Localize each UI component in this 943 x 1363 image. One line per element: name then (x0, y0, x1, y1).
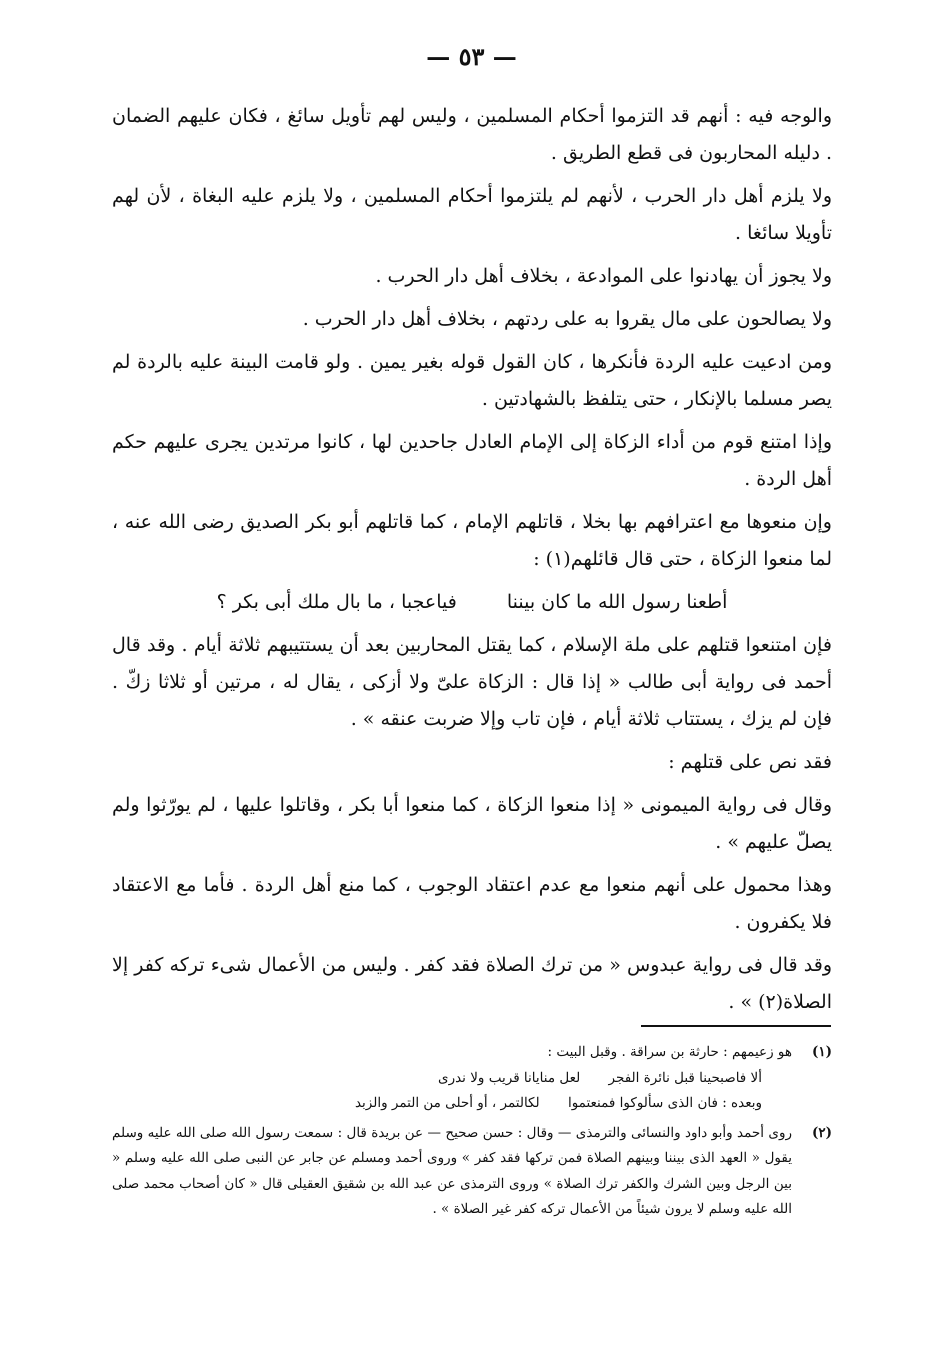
paragraph: وإذا امتنع قوم من أداء الزكاة إلى الإمام العادل جاحدين لها ، كانوا مرتدين يجرى عليهم حكم أهل الردة . (112, 431, 832, 490)
poetry-verse (112, 584, 832, 621)
paragraph: ولا يصالحون على مال يقروا به على ردتهم ، بخلاف أهل دار الحرب . (302, 308, 832, 330)
paragraph: وقد قال فى رواية عبدوس « من ترك الصلاة فقد كفر . وليس من الأعمال شىء تركه كفر إلا الصلاة(٢) » . (112, 954, 832, 1013)
page-number: — ٥٣ — (426, 42, 517, 71)
paragraph: والوجه فيه : أنهم قد التزموا أحكام المسلمين ، وليس لهم تأويل سائغ ، فكان عليهم الضمان . دليله المحاربون فى قطع الطريق . (112, 105, 832, 164)
verse-second-hemistich: فياعجبا ، ما بال ملك أبى بكر ؟ (216, 591, 457, 613)
paragraph: ومن ادعيت عليه الردة فأنكرها ، كان القول قوله بغير يمين . ولو قامت البينة عليه بالردة لم يصر مسلما بالإنكار ، حتى يتلفظ بالشهادتين . (112, 351, 832, 410)
paragraph: وقال فى رواية الميمونى « إذا منعوا الزكاة ، كما منعوا أبا بكر ، وقاتلوا عليها ، لم يورّثوا ولم يصلّ عليهم » . (112, 794, 832, 853)
footnote-number: (١) (811, 1044, 832, 1060)
footnote-number: (٢) (811, 1124, 832, 1141)
footnote-text: هو زعيمهم : حارثة بن سراقة . وقبل البيت : (547, 1044, 792, 1060)
verse-first-hemistich: أطعنا رسول الله ما كان بيننا (506, 591, 728, 613)
paragraph: وإن منعوها مع اعترافهم بها بخلا ، قاتلهم الإمام ، كما قاتلهم أبو بكر الصديق رضى الله عنه ، لما منعوا الزكاة ، حتى قال قائلهم(١) : (112, 511, 832, 570)
main-text (112, 98, 832, 1027)
footnote-verse-hemistich: لعل منايانا قريب ولا ندرى (438, 1069, 581, 1086)
footnote-1 (112, 1040, 832, 1117)
footnote-text: روى أحمد وأبو داود والنسائى والترمذى — وقال : حسن صحيح — عن بريدة قال : سمعت رسول الله صلى الله عليه وسلم يقول « العهد الذى بيننا وبينهم الصلاة فمن تركها فقد كفر » وروى أحمد ومسلم عن جابر عن النبى صلى الله عليه وسلم « بين الرجل وبين الشرك والكفر ترك الصلاة » وروى الترمذى عن عبد الله بن شقيق العقيلى قال « كان أصحاب محمد صلى الله عليه وسلم لا يرون شيئاً من الأعمال تركه كفر غير الصلاة » . (112, 1124, 792, 1217)
paragraph: فقد نص على قتلهم : (668, 751, 832, 773)
paragraph: وهذا محمول على أنهم منعوا مع عدم اعتقاد الوجوب ، كما منع أهل الردة . فأما مع الاعتقاد فلا يكفرون . (112, 874, 832, 933)
footnotes (112, 1040, 832, 1227)
footnote-verse-hemistich: وبعده : فان الذى سألوكوا فمنعتموا (567, 1095, 762, 1111)
footnote-2 (112, 1121, 832, 1223)
paragraph: ولا يلزم أهل دار الحرب ، لأنهم لم يلتزموا أحكام المسلمين ، ولا يلزم عليه البغاة ، لأن لهم تأويلا سائغا . (112, 185, 832, 244)
footnote-verse-hemistich: ألا فاصبحينا قبل نائرة الفجر (608, 1069, 762, 1086)
footnote-verse (112, 1066, 792, 1092)
footnote-verse-hemistich: لكالتمر ، أو أحلى من التمر والزبد (354, 1095, 540, 1111)
footnote-body (112, 1040, 792, 1117)
paragraph: فإن امتنعوا قتلهم على ملة الإسلام ، كما يقتل المحاربين بعد أن يستتيبهم ثلاثة أيام . وقد قال أحمد فى رواية أبى طالب « إذا قال : الزكاة علىّ ولا أزكى ، يقال له ، مرتين أو ثلاثا زكّ . فإن لم يزك ، يستتاب ثلاثة أيام ، فإن تاب وإلا ضربت عنقه » . (112, 634, 832, 730)
paragraph: ولا يجوز أن يهادنوا على الموادعة ، بخلاف أهل دار الحرب . (375, 265, 832, 287)
footnote-verse (112, 1091, 792, 1117)
footnote-divider (641, 1025, 831, 1027)
